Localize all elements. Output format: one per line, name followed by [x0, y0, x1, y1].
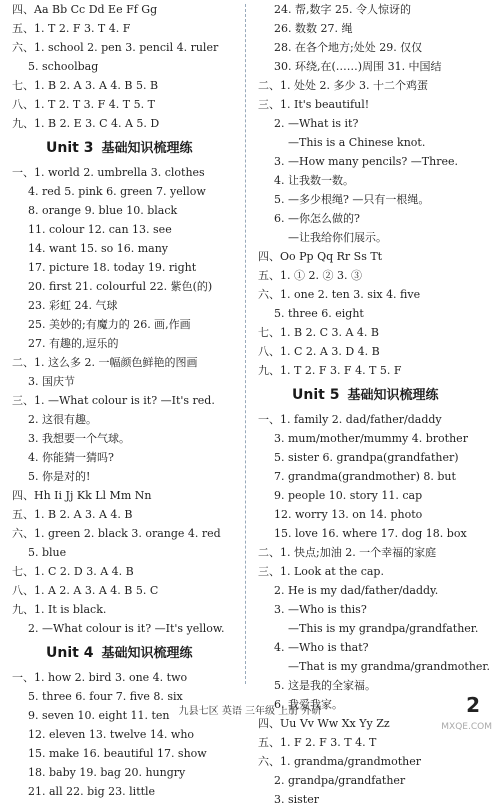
answer-line: 15. make 16. beautiful 17. show: [28, 747, 207, 760]
answer-line: 一、1. world 2. umbrella 3. clothes: [12, 166, 205, 179]
right-block-a: [258, 0, 494, 380]
unit-4-heading: [12, 638, 237, 668]
watermark: MXQE.COM: [441, 722, 492, 732]
answer-line: 6. 我爱我家。: [274, 698, 343, 711]
answer-line: 2. —What colour is it? —It's yellow.: [28, 622, 225, 635]
answer-line: 17. picture 18. today 19. right: [28, 261, 197, 274]
answer-line: 9. seven 10. eight 11. ten: [28, 709, 170, 722]
answer-line: 24. 帮,数字 25. 令人惊讶的: [274, 3, 411, 16]
answer-line: 11. colour 12. can 13. see: [28, 223, 172, 236]
answer-line: 六、1. school 2. pen 3. pencil 4. ruler: [12, 41, 219, 54]
unit-title: 基础知识梳理练: [101, 646, 193, 661]
answer-line: 25. 美妙的;有魔力的 26. 画,作画: [28, 318, 191, 331]
answer-line: 四、Uu Vv Ww Xx Yy Zz: [258, 717, 390, 730]
answer-line: —That is my grandma/grandmother.: [288, 660, 490, 673]
answer-line: 4. —Who is that?: [274, 641, 369, 654]
answer-line: 五、1. B 2. A 3. A 4. B: [12, 508, 133, 521]
answer-line: 九、1. T 2. F 3. F 4. T 5. F: [258, 364, 402, 377]
answer-line: 四、Oo Pp Qq Rr Ss Tt: [258, 250, 383, 263]
answer-line: 七、1. B 2. A 3. A 4. B 5. B: [12, 79, 159, 92]
unit-title: 基础知识梳理练: [101, 141, 193, 156]
answer-line: —This is a Chinese knot.: [288, 136, 426, 149]
answer-line: 六、1. one 2. ten 3. six 4. five: [258, 288, 421, 301]
answer-line: 八、1. T 2. T 3. F 4. T 5. T: [12, 98, 155, 111]
answer-line: 12. worry 13. on 14. photo: [274, 508, 423, 521]
answer-line: 4. 让我数一数。: [274, 174, 354, 187]
answer-line: 八、1. C 2. A 3. D 4. B: [258, 345, 380, 358]
answer-line: 5. three 6. eight: [274, 307, 364, 320]
footer-text: 九县七区 英语 三年级 上册 外研: [178, 706, 322, 717]
answer-line: 2. —What is it?: [274, 117, 359, 130]
answer-line: 4. red 5. pink 6. green 7. yellow: [28, 185, 206, 198]
answer-line: 三、1. —What colour is it? —It's red.: [12, 394, 215, 407]
answer-line: 3. —How many pencils? —Three.: [274, 155, 458, 168]
answer-line: 26. 数数 27. 绳: [274, 22, 353, 35]
answer-line: 28. 在各个地方;处处 29. 仅仅: [274, 41, 423, 54]
page-number: 2: [466, 693, 480, 717]
answer-line: 六、1. grandma/grandmother: [258, 755, 421, 768]
answer-line: 12. eleven 13. twelve 14. who: [28, 728, 195, 741]
answer-line: 二、1. 这么多 2. 一幅颜色鲜艳的图画: [12, 356, 198, 369]
answer-line: 八、1. A 2. A 3. A 4. B 5. C: [12, 584, 159, 597]
answer-line: 七、1. C 2. D 3. A 4. B: [12, 565, 134, 578]
answer-line: 七、1. B 2. C 3. A 4. B: [258, 326, 379, 339]
answer-line: 二、1. 处处 2. 多少 3. 十二个鸡蛋: [258, 79, 428, 92]
answer-line: 3. mum/mother/mummy 4. brother: [274, 432, 468, 445]
answer-line: 9. people 10. story 11. cap: [274, 489, 423, 502]
answer-line: 18. baby 19. bag 20. hungry: [28, 766, 186, 779]
answer-line: 一、1. family 2. dad/father/daddy: [258, 413, 442, 426]
answer-line: 四、Hh Ii Jj Kk Ll Mm Nn: [12, 489, 152, 502]
answer-line: 20. first 21. colourful 22. 紫色(的): [28, 280, 213, 293]
answer-line: 5. sister 6. grandpa(grandfather): [274, 451, 459, 464]
right-column: [258, 0, 494, 809]
left-column: [12, 0, 237, 801]
answer-line: 15. love 16. where 17. dog 18. box: [274, 527, 467, 540]
unit-name: Unit 5: [292, 387, 340, 403]
answer-line: 2. grandpa/grandfather: [274, 774, 406, 787]
answer-line: 21. all 22. big 23. little: [28, 785, 156, 798]
answer-line: 30. 环绕,在(……)周围 31. 中国结: [274, 60, 442, 73]
left-block-a: [12, 0, 237, 133]
answer-line: 23. 彩虹 24. 气球: [28, 299, 118, 312]
answer-line: 7. grandma(grandmother) 8. but: [274, 470, 456, 483]
unit-name: Unit 4: [46, 645, 94, 661]
answer-line: 5. 你是对的!: [28, 470, 91, 483]
answer-line: 8. orange 9. blue 10. black: [28, 204, 178, 217]
answer-line: 九、1. B 2. E 3. C 4. A 5. D: [12, 117, 160, 130]
answer-line: 27. 有趣的,逗乐的: [28, 337, 119, 350]
answer-line: —让我给你们展示。: [288, 231, 387, 244]
answer-line: 5. —多少根绳? —只有一根绳。: [274, 193, 430, 206]
answer-line: 九、1. It is black.: [12, 603, 107, 616]
answer-line: 6. —你怎么做的?: [274, 212, 360, 225]
answer-line: 3. —Who is this?: [274, 603, 367, 616]
answer-line: —This is my grandpa/grandfather.: [288, 622, 479, 635]
answer-line: 三、1. Look at the cap.: [258, 565, 384, 578]
right-block-b: [258, 410, 494, 809]
left-block-c: [12, 668, 237, 801]
answer-line: 3. sister: [274, 793, 319, 806]
unit-5-heading: [258, 380, 494, 410]
answer-line: 2. He is my dad/father/daddy.: [274, 584, 439, 597]
answer-line: 五、1. F 2. F 3. T 4. T: [258, 736, 377, 749]
answer-line: 五、1. T 2. F 3. T 4. F: [12, 22, 131, 35]
answer-line: 五、1. ① 2. ② 3. ③: [258, 269, 362, 282]
answer-line: 5. 这是我的全家福。: [274, 679, 376, 692]
answer-line: 4. 你能猜一猜吗?: [28, 451, 114, 464]
column-divider: [245, 4, 246, 684]
answer-line: 14. want 15. so 16. many: [28, 242, 168, 255]
answer-line: 二、1. 快点;加油 2. 一个幸福的家庭: [258, 546, 437, 559]
answer-line: 2. 这很有趣。: [28, 413, 97, 426]
answer-line: 3. 我想要一个气球。: [28, 432, 130, 445]
answer-line: 5. blue: [28, 546, 67, 559]
unit-title: 基础知识梳理练: [347, 388, 439, 403]
answer-line: 5. three 6. four 7. five 8. six: [28, 690, 183, 703]
unit-name: Unit 3: [46, 140, 94, 156]
answer-line: 四、Aa Bb Cc Dd Ee Ff Gg: [12, 3, 158, 16]
answer-line: 三、1. It's beautiful!: [258, 98, 370, 111]
answer-line: 3. 国庆节: [28, 375, 75, 388]
answer-line: 六、1. green 2. black 3. orange 4. red: [12, 527, 221, 540]
unit-3-heading: [12, 133, 237, 163]
left-block-b: [12, 163, 237, 638]
answer-line: 一、1. how 2. bird 3. one 4. two: [12, 671, 188, 684]
answer-line: 5. schoolbag: [28, 60, 99, 73]
